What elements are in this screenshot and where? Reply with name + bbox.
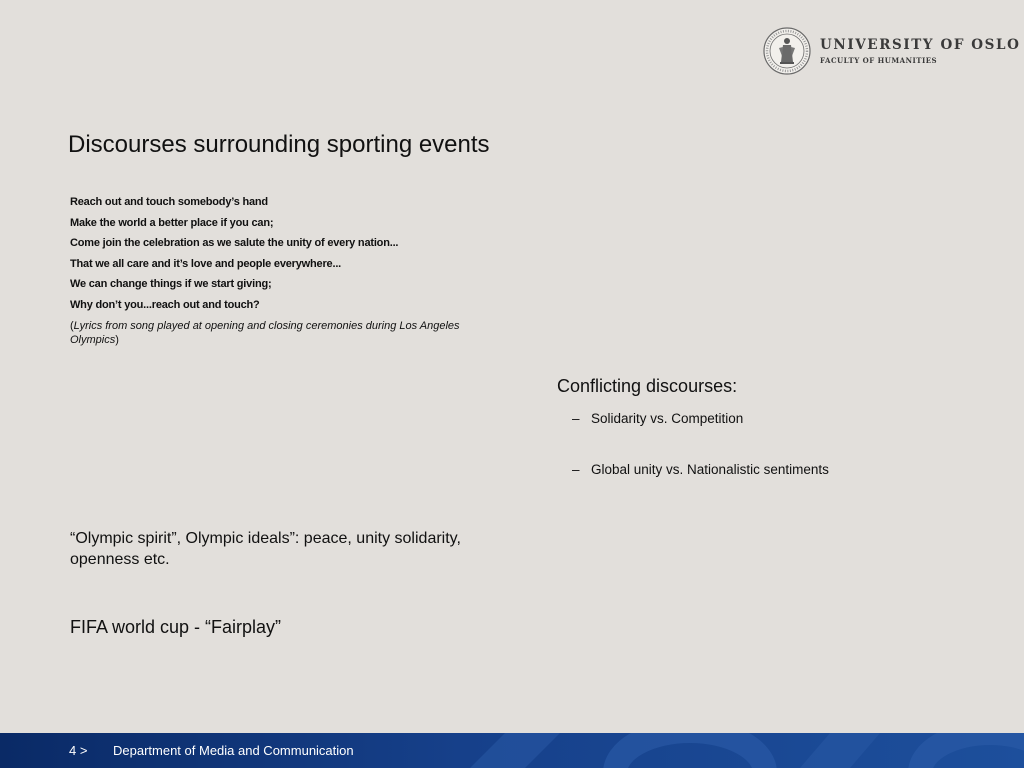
fifa-text: FIFA world cup - “Fairplay” <box>70 617 282 637</box>
lyric-line: Why don’t you...reach out and touch? <box>70 298 260 311</box>
conflict-item <box>572 411 743 426</box>
lyric-line: Reach out and touch somebody’s hand <box>70 196 268 208</box>
faculty-name: FACULTY OF HUMANITIES <box>820 56 938 65</box>
lyric-line: Come join the celebration as we salute the unity of every nation... <box>70 237 399 249</box>
department-name: Department of Media and Communication <box>113 743 354 758</box>
lyric-line: We can change things if we start giving; <box>70 278 272 290</box>
olympic-spirit-text: “Olympic spirit”, Olympic ideals”: peace, unity solidarity, openness etc. <box>70 530 461 568</box>
conflict-item-text: Solidarity vs. Competition <box>591 411 744 426</box>
lyric-line: That we all care and it’s love and people everywhere... <box>70 257 342 270</box>
conflicting-discourses-heading: Conflicting discourses: <box>557 376 738 396</box>
dash-bullet: – <box>572 411 580 426</box>
slide-title: Discourses surrounding sporting events <box>68 131 490 158</box>
university-name: UNIVERSITY OF OSLO <box>820 37 1021 53</box>
source-open-paren: ( <box>70 320 74 332</box>
conflict-item <box>572 462 829 477</box>
lyric-line: Make the world a better place if you can; <box>70 216 274 229</box>
source-text: Lyrics from song played at opening and closing ceremonies during Los Angeles Olympics <box>70 320 460 346</box>
lyrics-block <box>70 196 510 347</box>
footer-bar <box>0 733 1024 768</box>
conflict-item-text: Global unity vs. Nationalistic sentiments <box>591 462 829 477</box>
university-logo <box>762 26 1021 78</box>
lyrics-source <box>70 319 510 347</box>
dash-bullet: – <box>572 462 580 477</box>
university-seal-icon <box>762 26 812 76</box>
page-number: 4 > <box>69 743 88 758</box>
source-close-paren: ) <box>115 334 119 346</box>
